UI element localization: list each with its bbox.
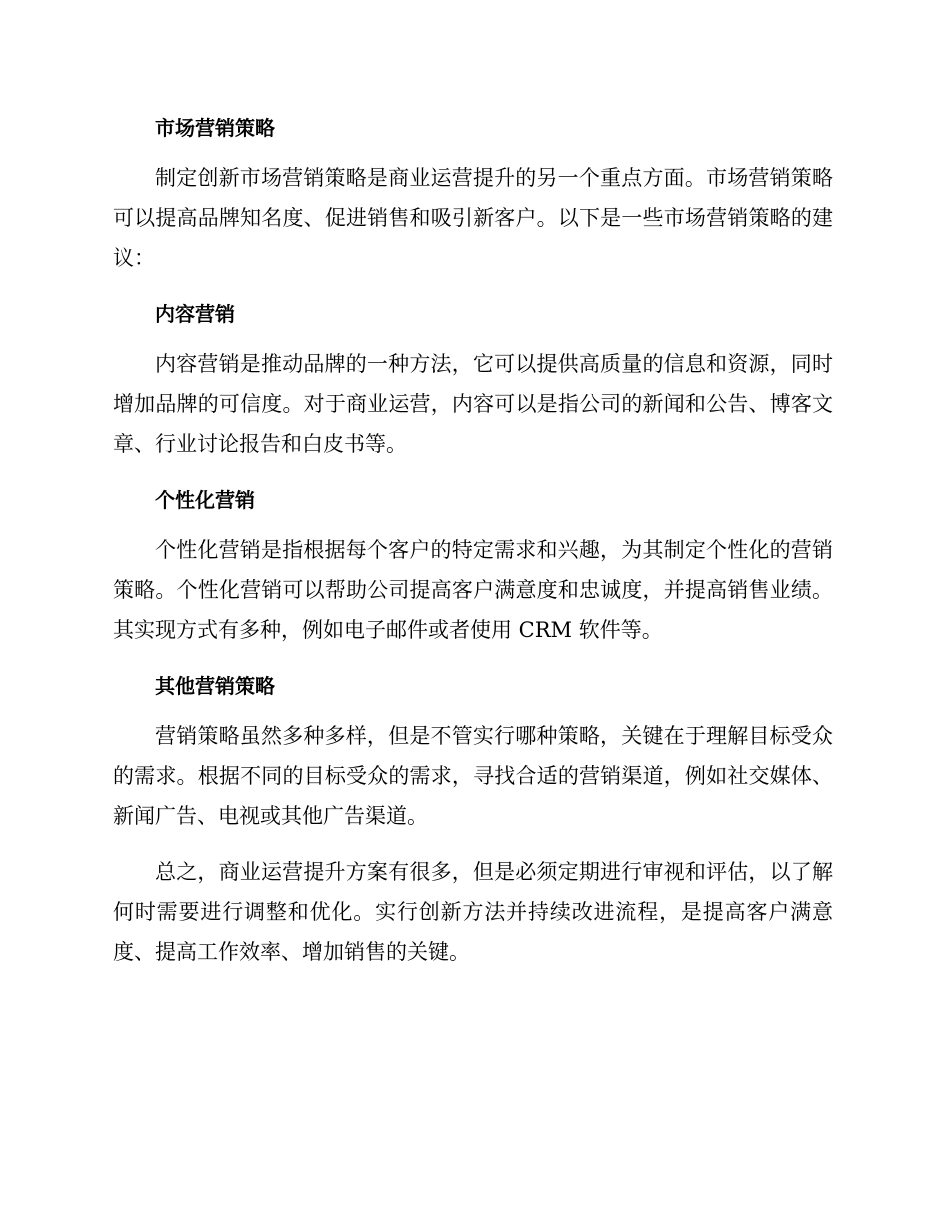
document-body [113, 108, 833, 972]
paragraph-conclusion: 总之，商业运营提升方案有很多，但是必须定期进行审视和评估，以了解何时需要进行调整和优化。实行创新方法并持续改进流程，是提高客户满意度、提高工作效率、增加销售的关键。 [113, 860, 833, 964]
paragraph-other-strategies: 营销策略虽然多种多样，但是不管实行哪种策略，关键在于理解目标受众的需求。根据不同的目标受众的需求，寻找合适的营销渠道，例如社交媒体、新闻广告、电视或其他广告渠道。 [113, 724, 833, 828]
paragraph-marketing-strategy: 制定创新市场营销策略是商业运营提升的另一个重点方面。市场营销策略可以提高品牌知名度、促进销售和吸引新客户。以下是一些市场营销策略的建议： [113, 166, 833, 270]
paragraph-personalized-marketing: 个性化营销是指根据每个客户的特定需求和兴趣，为其制定个性化的营销策略。个性化营销可以帮助公司提高客户满意度和忠诚度，并提高销售业绩。其实现方式有多种，例如电子邮件或者使用 CRM 软件等。 [113, 538, 833, 642]
heading-marketing-strategy: 市场营销策略 [155, 116, 275, 140]
heading-content-marketing: 内容营销 [155, 302, 235, 326]
heading-other-strategies: 其他营销策略 [155, 674, 275, 698]
paragraph-content-marketing: 内容营销是推动品牌的一种方法，它可以提供高质量的信息和资源，同时增加品牌的可信度。对于商业运营，内容可以是指公司的新闻和公告、博客文章、行业讨论报告和白皮书等。 [113, 352, 833, 456]
heading-personalized-marketing: 个性化营销 [155, 488, 255, 512]
